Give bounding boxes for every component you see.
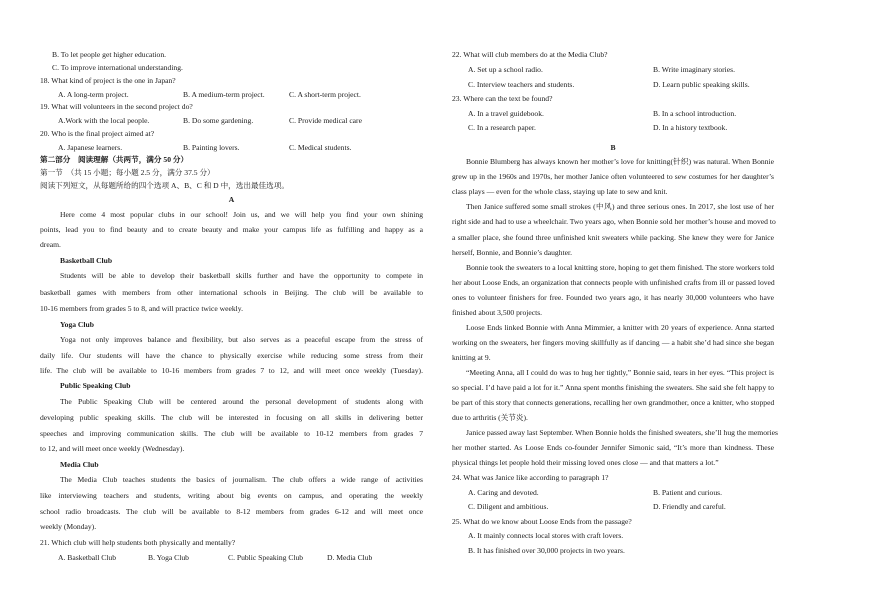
paragraph-4-line: Loose Ends linked Bonnie with Anna Mimmier, a knitter with 20 years of experience. Anna started [466,323,774,332]
question-20: 20. Who is the final project aimed at? [40,129,155,138]
intro-line: points, lead you to find beauty and to create beauty and make your campus life as fulfilling and happy as a [40,225,423,234]
question-23: 23. Where can the text be found? [452,94,553,103]
media-club-line: weekly (Monday). [40,522,97,531]
media-club-line: school radio broadcasts. The club will be available to 8-12 members from grades 6-12 and will meet once [40,507,423,516]
q23-option-d: D. In a history textbook. [653,123,728,132]
q19-option-a: A.Work with the local people. [58,116,150,125]
basketball-club-line: 10-16 members from grades 5 to 8, and will practice twice weekly. [40,304,243,313]
q21-option-c: C. Public Speaking Club [228,553,304,562]
q21-option-a: A. Basketball Club [58,553,117,562]
public-speaking-club-line: developing public speaking skills. The club will be interested in focusing on all skills in delivering better [40,413,423,422]
paragraph-5-line: be part of this story that connects generations, recalling her own grandmother, once a knitter, who stopped [452,398,775,407]
basketball-club-line: basketball games with members from other international schools in Beijing. The club will be available to [40,288,423,297]
yoga-club-title: Yoga Club [60,320,94,329]
paragraph-5-line: so special. I’d have paid a lot for it.” Anna spent months finishing the sweaters. She said she felt happy to [452,383,774,392]
question-18: 18. What kind of project is the one in Japan? [40,76,176,85]
q21-option-d: D. Media Club [327,553,373,562]
media-club-line: like interviewing teachers and students, writing about big events on campus, and operating the weekly [40,491,423,500]
paragraph-3-line: her about Loose Ends, an organization that connects people with unfinished crafts from ill or passed loved [452,278,775,287]
intro-line: Here come 4 most popular clubs in our school! Join us, and we will help you find your own shining [60,210,423,219]
q24-option-c: C. Diligent and ambitious. [468,502,549,511]
q22-option-d: D. Learn public speaking skills. [653,80,750,89]
q17-option-b: B. To let people get higher education. [52,50,167,59]
yoga-club-line: Yoga not only improves balance and flexibility, but also serves as a peaceful escape from the stress of [60,335,423,344]
paragraph-4-line: working on the sweaters, her fingers moving skillfully as if dancing — a habit she’d had since she began [452,338,774,347]
question-24: 24. What was Janice like according to paragraph 1? [452,473,609,482]
q21-option-b: B. Yoga Club [148,553,189,562]
q23-option-c: C. In a research paper. [468,123,536,132]
paragraph-2-line: herself, Bonnie, and Bonnie’s daughter. [452,248,572,257]
q23-option-b: B. In a school introduction. [653,109,737,118]
paragraph-3-line: finished about 3,500 projects. [452,308,543,317]
public-speaking-club-title: Public Speaking Club [60,381,131,390]
q18-option-c: C. A short-term project. [289,90,361,99]
basketball-club-title: Basketball Club [60,256,113,265]
q24-option-a: A. Caring and devoted. [468,488,539,497]
paragraph-6-line: physical things let people hold their missing loved ones close — and that matters a lot.” [452,458,719,467]
part-two-heading: 第二部分 阅读理解（共两节，满分 50 分） [40,155,189,164]
paragraph-1-line: grew up in the 1960s and 1970s, her mother Janice often volunteered to sew costumes for her daughter’s [452,172,774,181]
media-club-title: Media Club [60,460,99,469]
q20-option-b: B. Painting lovers. [183,143,240,152]
q24-option-d: D. Friendly and careful. [653,502,726,511]
paragraph-4-line: knitting at 9. [452,353,491,362]
paragraph-2-line: Then Janice suffered some small strokes (中风) and three serious ones. In 2017, she lost use of her [466,202,774,211]
q20-option-a: A. Japanese learners. [58,143,123,152]
paragraph-5-line: “Meeting Anna, all I could do was to hug her tightly,” Bonnie said, tears in her eyes. “This project is [466,368,774,377]
paragraph-1-line: class plays — even for the whole class, staying up late to sew and knit. [452,187,668,196]
question-22: 22. What will club members do at the Media Club? [452,50,608,59]
q19-option-c: C. Provide medical care [289,116,362,125]
q17-option-c: C. To improve international understanding. [52,63,183,72]
paragraph-3-line: Bonnie took the sweaters to a local knitting store, hoping to get them finished. The store workers told [466,263,774,272]
paragraph-6-line: her mother started. As Loose Ends co-founder Jennifer Simonic said, “It’s more than kindness. These [452,443,774,452]
q22-option-c: C. Interview teachers and students. [468,80,575,89]
q22-option-a: A. Set up a school radio. [468,65,543,74]
basketball-club-line: Students will be able to develop their basketball skills further and have the opportunity to compete in [60,271,423,280]
section-one-heading: 第一节 （共 15 小题；每小题 2.5 分，满分 37.5 分） [40,168,215,177]
q18-option-b: B. A medium-term project. [183,90,265,99]
passage-b-label: B [610,143,616,152]
paragraph-2-line: right side and had to use a wheelchair. Two years ago, when Bonnie sold her mother’s house and moved to [452,217,776,226]
public-speaking-club-line: The Public Speaking Club will be centered around the personal development of students along with [60,397,423,406]
paragraph-1-line: Bonnie Blumberg has always known her mother’s love for knitting(针织) was natural. When Bonnie [466,157,774,166]
paragraph-6-line: Janice passed away last September. When Bonnie holds the finished sweaters, she’ll hug the memories [466,428,778,437]
q25-option-a: A. It mainly connects local stores with craft lovers. [468,531,624,540]
q22-option-b: B. Write imaginary stories. [653,65,736,74]
paragraph-2-line: a smaller place, she found three unfinished knit sweaters while packing. She knew they were for Janice [452,233,774,242]
q25-option-b: B. It has finished over 30,000 projects in two years. [468,546,625,555]
q20-option-c: C. Medical students. [289,143,352,152]
intro-line: dream. [40,240,61,249]
yoga-club-line: life. The club will be available to 10-16 members from grades 7 to 12, and will meet once weekly (Tuesday). [40,366,423,375]
question-25: 25. What do we know about Loose Ends from the passage? [452,517,632,526]
public-speaking-club-line: speeches and improving communication skills. The club will be available to 10-12 members from grades 7 [40,429,423,438]
paragraph-3-line: ones to volunteer finishers for free. Founded two years ago, it has nearly 30,000 volunteers who have [452,293,774,302]
public-speaking-club-line: to 12, and will meet once weekly (Wednesday). [40,444,185,453]
media-club-line: The Media Club teaches students the basics of journalism. The club offers a wide range of activities [60,475,423,484]
q24-option-b: B. Patient and curious. [653,488,722,497]
passage-a-label: A [228,195,235,204]
instructions: 阅读下列短文，从每题所给的四个选项 A、B、C 和 D 中，选出最佳选项。 [40,181,289,190]
paragraph-5-line: due to arthritis (关节炎). [452,413,528,422]
q18-option-a: A. A long-term project. [58,90,129,99]
yoga-club-line: daily life. Our students will have the chance to physically exercise while reducing some stress from their [40,351,423,360]
q19-option-b: B. Do some gardening. [183,116,254,125]
q23-option-a: A. In a travel guidebook. [468,109,544,118]
question-19: 19. What will volunteers in the second project do? [40,102,193,111]
question-21: 21. Which club will help students both physically and mentally? [40,538,236,547]
